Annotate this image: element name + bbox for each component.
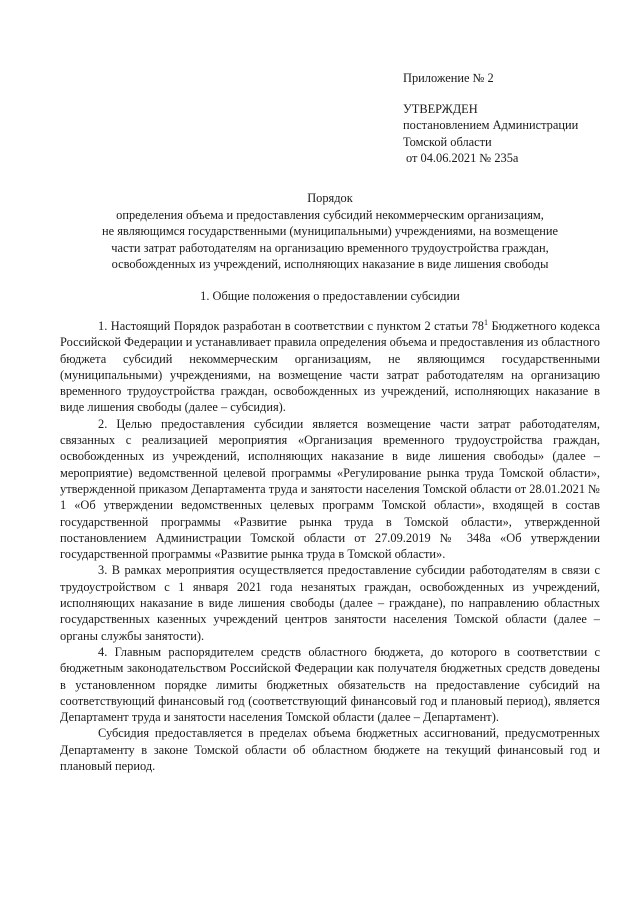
paragraph-2: 2. Целью предоставления субсидии является возмещение части затрат работодателям, связанных с реализацией мероприятия «Организация временного трудоустройства граждан, освобожденных из учреждений, исполняющих наказание в виде лишения свободы» (далее – мероприятие) ведомственной целевой программы «Регулирование рынка труда Томской области», утвержденной приказом Департамента труда и занятости населения Томской области от 28.01.2021 № 1 «Об утверждении ведомственных целевых программ Томской области», входящей в состав государственной программы «Развитие рынка труда в Томской области», утвержденной постановлением Администрации Томской области от 27.09.2019 № 348а «Об утверждении государственной программы «Развитие рынка труда в Томской области».	[60, 416, 600, 562]
document-body	[60, 318, 600, 774]
title-line-2: не являющимся государственными (муниципальными) учреждениями, на возмещение	[101, 224, 558, 239]
approval-block	[403, 70, 623, 167]
paragraph-1-start: 1. Настоящий Порядок разработан в соответствии с пунктом 2 статьи 78	[98, 319, 484, 333]
paragraph-3: 3. В рамках мероприятия осуществляется предоставление субсидии работодателям в связи с трудоустройством с 1 января 2021 года незанятых граждан, освобожденных из учреждений, исполняющих наказание в виде лишения свободы (далее – граждане), по направлению областных государственных казенных учреждений центров занятости населения Томской области (далее – органы службы занятости).	[60, 563, 600, 643]
paragraph-1-rest: Бюджетного кодекса Российской Федерации и устанавливает правила определения объема и предоставления из областного бюджета субсидий некоммерческим организациям, не являющимся государственными (муниципальными) учреждениями, на возмещение части затрат работодателям на организацию временного трудоустройства граждан, освобожденных из учреждений, исполняющих наказание в виде лишения свободы (далее – субсидия).	[60, 319, 600, 415]
title-line-1: определения объема и предоставления субсидий некоммерческим организациям,	[116, 207, 544, 222]
approved-label: УТВЕРЖДЕН	[403, 101, 478, 116]
paragraph-5: Субсидия предоставляется в пределах объема бюджетных ассигнований, предусмотренных Департаменту в законе Томской области об областном бюджете на текущий финансовый год и плановый период.	[60, 726, 600, 774]
document-title	[60, 190, 600, 273]
title-heading: Порядок	[307, 191, 353, 205]
section-heading: 1. Общие положения о предоставлении субсидии	[200, 289, 460, 303]
paragraph-1	[60, 318, 600, 416]
article-superscript: 1	[483, 318, 488, 327]
title-line-3: части затрат работодателям на организацию временного трудоустройства граждан,	[111, 240, 549, 255]
approved-region-line: Томской области	[403, 134, 492, 149]
approved-by-line: постановлением Администрации	[403, 118, 579, 133]
appendix-number: Приложение № 2	[403, 71, 494, 85]
paragraph-4: 4. Главным распорядителем средств областного бюджета, до которого в соответствии с бюджетным законодательством Российской Федерации как получателя бюджетных средств доведены в установленном порядке лимиты бюджетных обязательств на предоставление субсидий на соответствующий финансовый год (соответствующий финансовый год и плановый период), является Департамент труда и занятости населения Томской области (далее – Департамент).	[60, 644, 600, 725]
approved-date-line: от 04.06.2021 № 235а	[406, 151, 519, 166]
title-line-4: освобожденных из учреждений, исполняющих наказание в виде лишения свободы	[111, 257, 549, 272]
